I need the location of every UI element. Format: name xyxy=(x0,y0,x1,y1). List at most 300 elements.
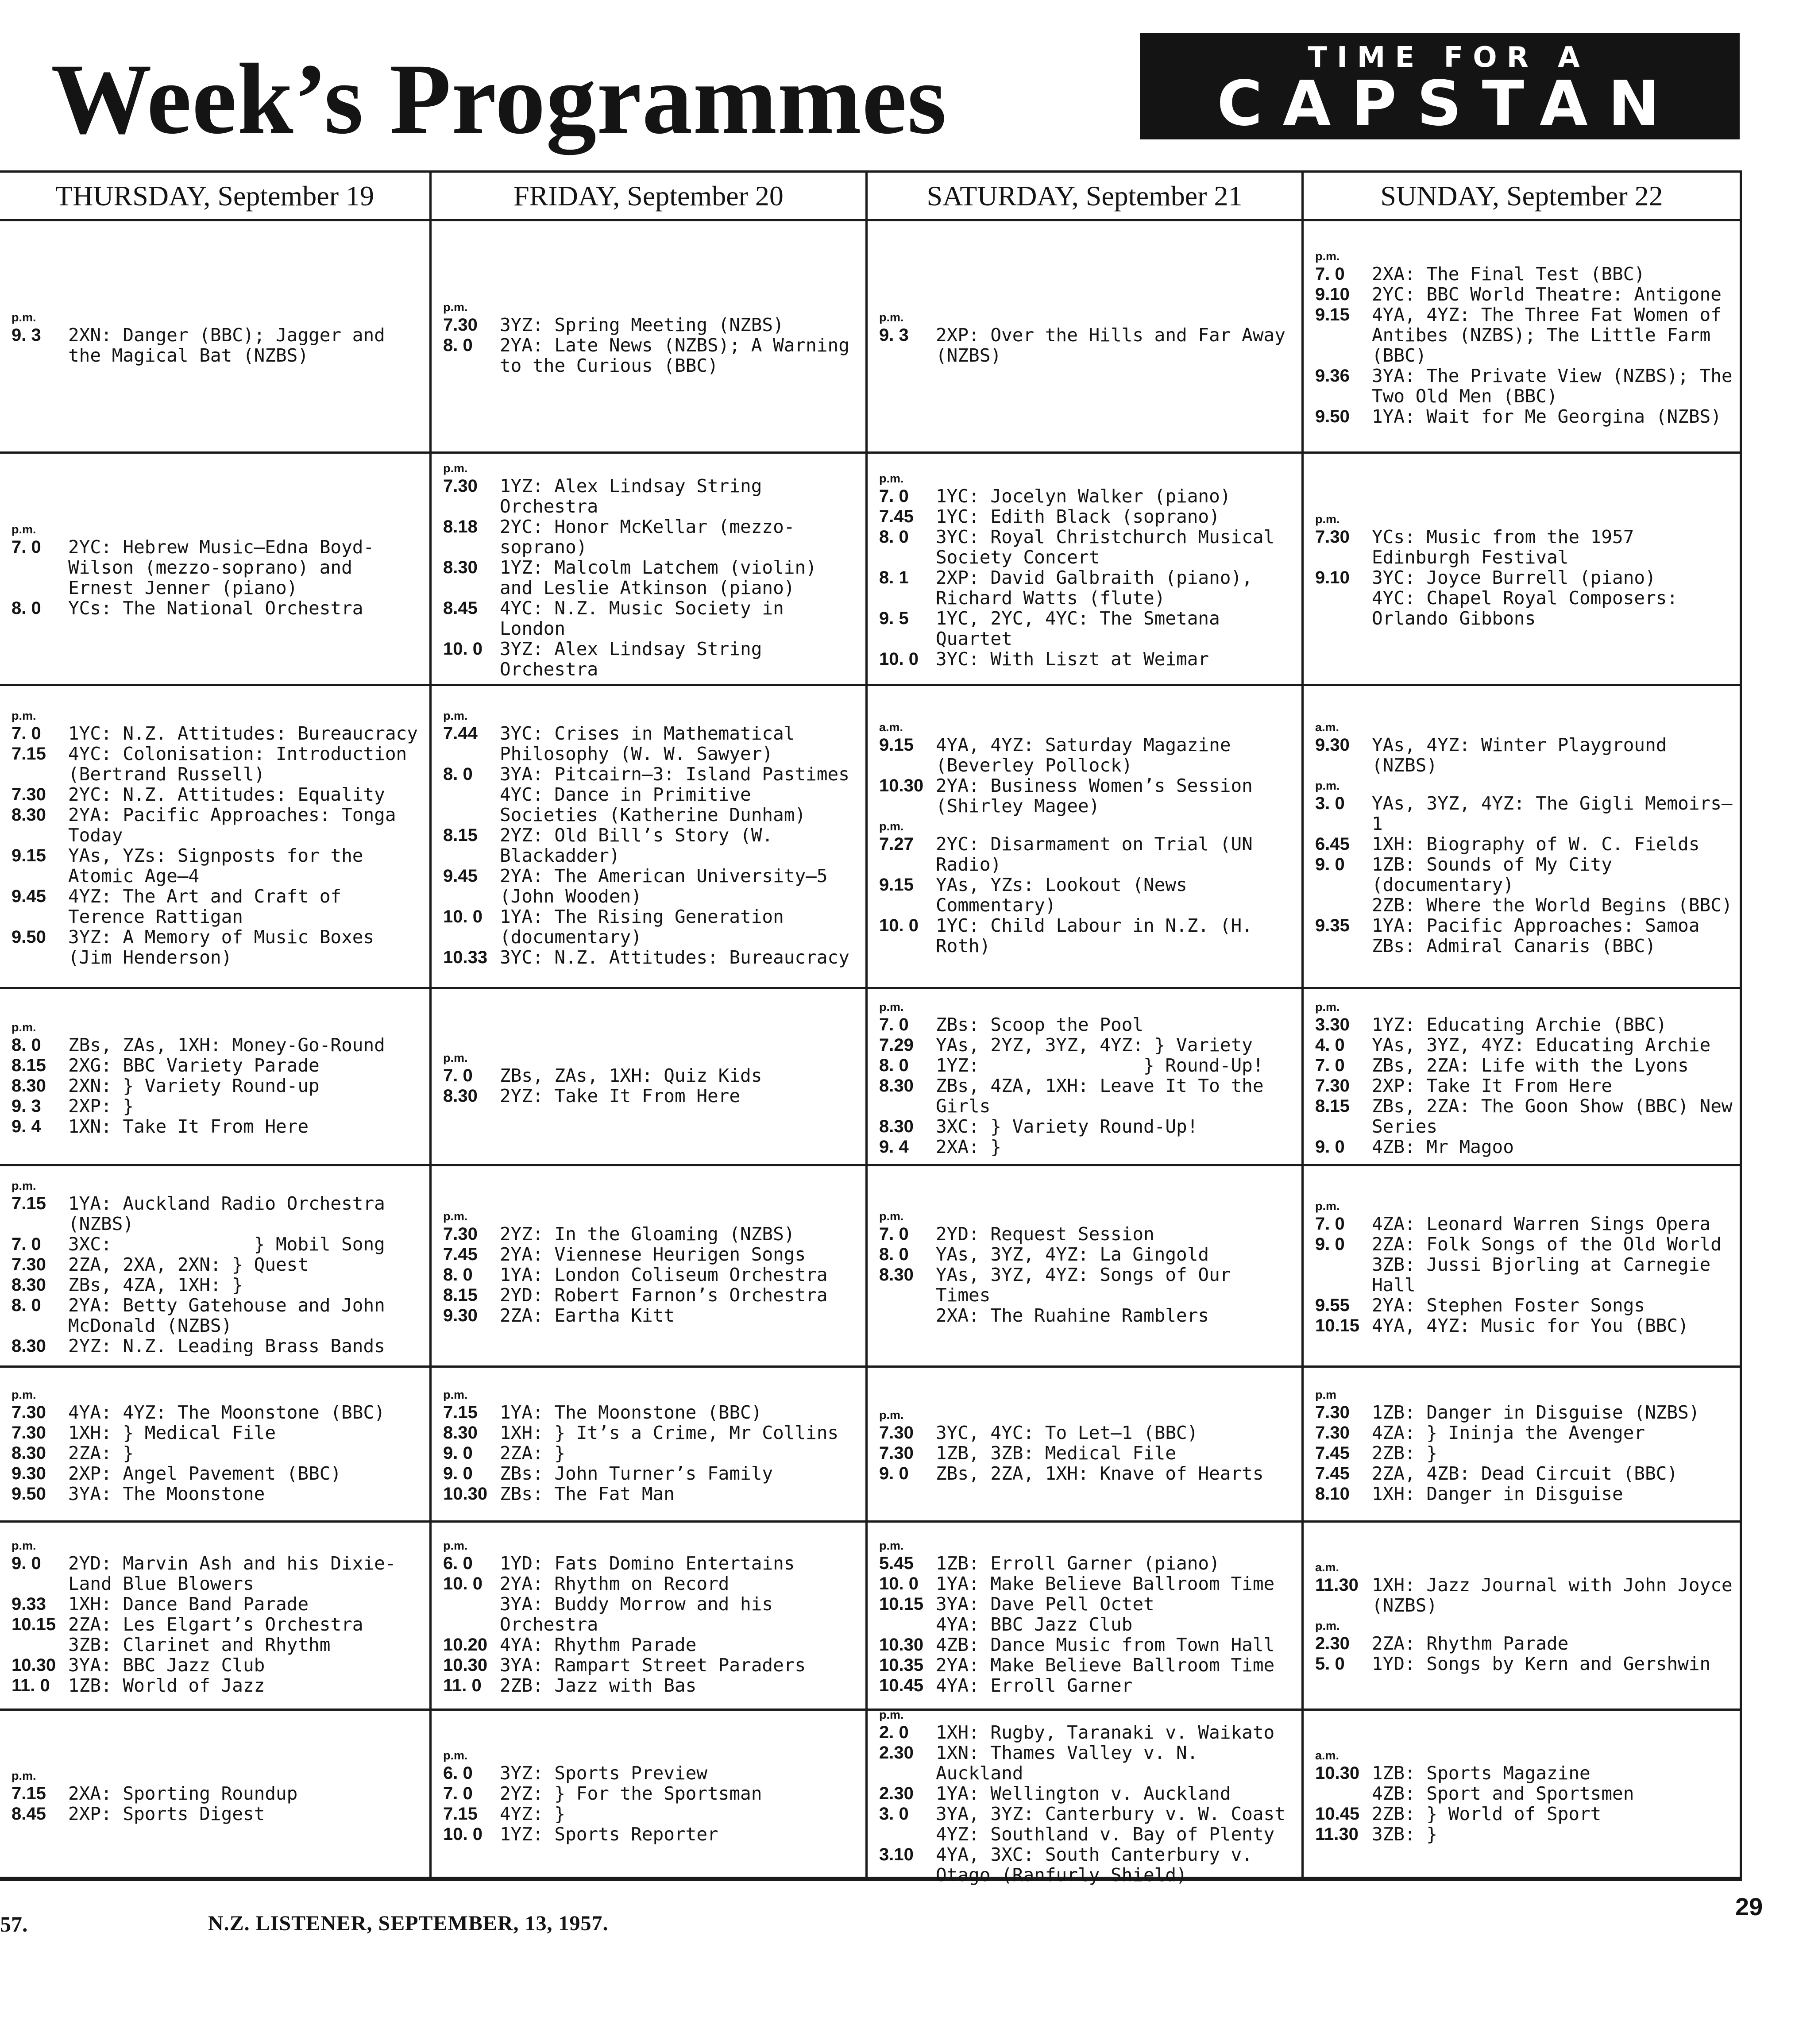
period-label: a.m. xyxy=(1315,1561,1339,1574)
programme-entry xyxy=(879,1783,1295,1804)
programme-time: 5.45 xyxy=(879,1554,914,1573)
programme-entry xyxy=(879,608,1295,649)
period-label: p.m. xyxy=(879,1408,904,1422)
programme-title: 4YA, 4YZ: Music for You (BBC) xyxy=(1372,1315,1689,1336)
programme-title: YAs, YZs: Signposts for the Atomic Age—4 xyxy=(68,845,374,887)
programme-time: 10. 0 xyxy=(443,1574,483,1593)
programme-title: 2ZB: Jazz with Bas xyxy=(500,1675,697,1696)
programme-time: 4. 0 xyxy=(1315,1035,1345,1055)
programme-title: 1XH: Danger in Disguise xyxy=(1372,1483,1623,1504)
programme-title: 2ZA: } xyxy=(500,1442,566,1464)
programme-entry xyxy=(879,649,1295,669)
programme-entry xyxy=(1315,1214,1733,1234)
programme-time: 7.30 xyxy=(1315,1423,1350,1442)
programme-entry xyxy=(879,506,1295,527)
period-label: p.m. xyxy=(879,311,904,324)
programme-entry xyxy=(879,1743,1295,1783)
programme-title: 4YC: N.Z. Music Society in London xyxy=(500,598,795,639)
programme-title: 2YD: Robert Farnon’s Orchestra xyxy=(500,1284,828,1306)
programme-title: 1XH: Biography of W. C. Fields xyxy=(1372,833,1700,855)
programme-title: 2ZA: Folk Songs of the Old World xyxy=(1372,1234,1722,1255)
programme-time: 7.15 xyxy=(12,1194,46,1213)
programme-title: 2YA: Betty Gatehouse and John McDonald (NZBS) xyxy=(68,1295,396,1336)
period-label: p.m. xyxy=(12,1388,36,1401)
programme-title: 3YC: Crises in Mathematical Philosophy (W. W. Sawyer) xyxy=(500,723,806,764)
programme-entry xyxy=(879,1553,1295,1573)
schedule-cell-saturday xyxy=(868,454,1304,686)
programme-entry xyxy=(12,1804,423,1824)
period-label: p.m. xyxy=(12,1020,36,1034)
programme-time: 7. 0 xyxy=(12,724,41,743)
programme-title: ZBs, 2ZA: Life with the Lyons xyxy=(1372,1054,1689,1076)
schedule-cell-saturday xyxy=(868,221,1304,454)
programme-entry xyxy=(879,1224,1295,1244)
programme-title: ZBs, ZAs, 1XH: Quiz Kids xyxy=(500,1064,762,1086)
programme-entry xyxy=(443,1484,859,1504)
period-label: p.m. xyxy=(443,462,468,475)
programme-entry xyxy=(879,1423,1295,1443)
programme-entry xyxy=(879,1573,1295,1594)
programme-entry xyxy=(879,527,1295,567)
programme-time: 8. 0 xyxy=(879,1055,909,1075)
programme-time: 10. 0 xyxy=(879,649,919,669)
programme-time: 9. 3 xyxy=(879,325,909,345)
programme-entry xyxy=(12,1193,423,1234)
programme-title: 3YA: Rampart Street Paraders xyxy=(500,1654,806,1676)
schedule-cell-thursday xyxy=(0,1166,432,1368)
programme-title: 2ZB: } World of Sport xyxy=(1372,1803,1602,1824)
programme-title: 2ZA: Les Elgart’s Orchestra xyxy=(68,1614,363,1635)
period-label: p.m. xyxy=(443,301,468,314)
programme-entry xyxy=(1315,264,1733,284)
programme-entry xyxy=(1315,1095,1744,1137)
programme-time: 9. 3 xyxy=(12,1096,41,1116)
programme-entry xyxy=(443,639,859,679)
programme-time: 9. 0 xyxy=(443,1443,473,1463)
programme-time: 8.30 xyxy=(12,1336,46,1356)
programme-title: 3XC: } Variety Round-Up! xyxy=(936,1115,1198,1137)
period-label: p.m. xyxy=(1315,1199,1340,1213)
programme-time: 7.30 xyxy=(443,1224,478,1244)
schedule-cell-saturday xyxy=(868,1523,1304,1711)
programme-time xyxy=(879,1614,936,1635)
programme-time: 6.45 xyxy=(1315,834,1350,854)
programme-entry xyxy=(879,915,1295,956)
schedule-cell-thursday xyxy=(0,989,432,1166)
programme-entry xyxy=(879,875,1295,915)
programme-title: 1YZ: Alex Lindsay String Orchestra xyxy=(500,475,773,517)
programme-time: 8. 0 xyxy=(443,1265,473,1284)
schedule-cell-friday xyxy=(432,1166,868,1368)
programme-title: 2YA: Make Believe Ballroom Time xyxy=(936,1654,1275,1676)
programme-entry xyxy=(12,325,423,366)
programme-title: 2XA: The Ruahine Ramblers xyxy=(936,1305,1209,1326)
programme-entry xyxy=(443,1804,859,1824)
programme-entry xyxy=(12,1655,423,1675)
programme-time: 7.27 xyxy=(879,834,914,854)
programme-time: 9.15 xyxy=(879,735,914,755)
programme-entry xyxy=(879,1655,1295,1675)
programme-time: 9.55 xyxy=(1315,1296,1350,1315)
programme-entry xyxy=(1315,1804,1733,1824)
programme-title: ZBs: The Fat Man xyxy=(500,1483,675,1504)
programme-time: 3.30 xyxy=(1315,1014,1350,1034)
programme-entry xyxy=(12,1402,423,1423)
programme-entry xyxy=(12,1463,423,1484)
programme-entry xyxy=(443,335,859,376)
programme-title: 1YZ: Educating Archie (BBC) xyxy=(1372,1014,1667,1035)
programme-entry xyxy=(1315,1763,1733,1783)
programme-entry xyxy=(1315,1824,1733,1844)
programme-title: 1YC: Edith Black (soprano) xyxy=(936,506,1220,527)
programme-entry xyxy=(12,1675,423,1696)
programme-time: 8.45 xyxy=(443,598,478,618)
programme-title: 2XN: } Variety Round-up xyxy=(68,1075,320,1096)
period-label: a.m. xyxy=(1315,721,1339,734)
programme-entry xyxy=(443,557,859,598)
programme-title: 3YZ: Alex Lindsay String Orchestra xyxy=(500,638,773,680)
programme-time: 8.30 xyxy=(443,1423,478,1442)
programme-title: 4ZA: Leonard Warren Sings Opera xyxy=(1372,1213,1711,1234)
period-label: p.m. xyxy=(12,311,36,324)
programme-time: 7.15 xyxy=(12,1784,46,1803)
programme-title: YCs: Music from the 1957 Edinburgh Festival xyxy=(1372,526,1645,568)
programme-time: 9. 0 xyxy=(1315,855,1345,874)
programme-entry xyxy=(443,866,859,906)
programme-time: 8. 0 xyxy=(879,1245,909,1264)
programme-time: 7.30 xyxy=(12,1255,46,1274)
programme-title: 2ZB: } xyxy=(1372,1442,1438,1464)
period-label: p.m. xyxy=(1315,1619,1340,1632)
programme-entry xyxy=(1315,895,1733,915)
programme-entry xyxy=(879,486,1295,506)
programme-time: 7.30 xyxy=(879,1423,914,1442)
programme-entry xyxy=(12,845,423,886)
programme-time: 10.35 xyxy=(879,1655,924,1675)
programme-entry xyxy=(879,1076,1295,1116)
programme-time: 8.30 xyxy=(879,1265,914,1284)
programme-time: 7.30 xyxy=(1315,1076,1350,1095)
programme-time: 10.15 xyxy=(879,1594,924,1614)
programme-time: 10.15 xyxy=(12,1615,56,1634)
programme-entry xyxy=(12,1096,423,1116)
programme-title: 1ZB: Sounds of My City (documentary) xyxy=(1372,854,1623,895)
period-label: p.m. xyxy=(12,523,36,536)
programme-entry xyxy=(443,947,859,968)
programme-entry xyxy=(1315,1137,1733,1157)
programme-entry xyxy=(1315,1463,1733,1484)
programme-entry xyxy=(12,1594,423,1614)
schedule-cell-thursday xyxy=(0,1368,432,1523)
programme-title: 2XP: Over the Hills and Far Away (NZBS) xyxy=(936,324,1297,366)
programme-title: ZBs, ZAs, 1XH: Money-Go-Round xyxy=(68,1034,385,1056)
programme-time: 7. 0 xyxy=(879,486,909,506)
capstan-advert xyxy=(1140,33,1740,139)
programme-entry xyxy=(443,1423,859,1443)
programme-time: 7.30 xyxy=(443,476,478,496)
programme-title: 2YA: The American University—5 (John Wooden) xyxy=(500,865,839,907)
period-label: p.m. xyxy=(1315,513,1340,526)
day-header-saturday: SATURDAY, September 21 xyxy=(868,173,1304,221)
period-label: p.m. xyxy=(1315,779,1340,792)
programme-title: ZBs, 2ZA, 1XH: Knave of Hearts xyxy=(936,1462,1264,1484)
programme-entry xyxy=(12,1336,423,1356)
programme-time: 9.35 xyxy=(1315,916,1350,935)
programme-title: 1ZB: Danger in Disguise (NZBS) xyxy=(1372,1401,1700,1423)
programme-title: ZBs, 4ZA, 1XH: Leave It To the Girls xyxy=(936,1075,1275,1117)
programme-entry xyxy=(1315,1035,1733,1055)
programme-entry xyxy=(1315,527,1733,567)
programme-time: 8. 0 xyxy=(443,764,473,784)
programme-time: 9.30 xyxy=(12,1463,46,1483)
programme-time: 9. 0 xyxy=(879,1463,909,1483)
programme-time xyxy=(879,1305,936,1326)
schedule-cell-saturday xyxy=(868,1708,1304,1886)
period-label: a.m. xyxy=(879,721,903,734)
programme-time xyxy=(1315,1783,1372,1804)
programme-entry xyxy=(12,1484,423,1504)
programme-title: 1YA: Wait for Me Georgina (NZBS) xyxy=(1372,406,1722,427)
programme-time xyxy=(12,1635,68,1655)
programme-entry xyxy=(1315,1234,1733,1254)
period-label: p.m. xyxy=(1315,250,1340,263)
programme-title: 2YD: Marvin Ash and his Dixie-Land Blue Blowers xyxy=(68,1553,396,1594)
programme-time: 10. 0 xyxy=(443,1824,483,1844)
programme-title: 1ZB: World of Jazz xyxy=(68,1675,265,1696)
schedule-cell-saturday xyxy=(868,1368,1304,1523)
programme-entry xyxy=(443,598,859,639)
programme-title: 2YC: BBC World Theatre: Antigone xyxy=(1372,284,1722,305)
programme-time: 11.30 xyxy=(1315,1824,1359,1844)
schedule-cell-thursday xyxy=(0,1523,432,1711)
programme-time: 8.30 xyxy=(12,1443,46,1463)
programme-title: 3YZ: A Memory of Music Boxes (Jim Henderson) xyxy=(68,926,385,968)
programme-time: 7.30 xyxy=(1315,527,1350,547)
period-label: p.m. xyxy=(12,1539,36,1552)
programme-title: 2YA: Stephen Foster Songs xyxy=(1372,1295,1645,1316)
schedule-cell-friday xyxy=(432,221,868,454)
period-label: p.m. xyxy=(879,1708,904,1721)
programme-title: 2XA: The Final Test (BBC) xyxy=(1372,263,1645,285)
footer-page-fragment: 57. xyxy=(0,1912,28,1936)
programme-time: 8.30 xyxy=(879,1076,914,1095)
programme-time: 9.10 xyxy=(1315,285,1350,304)
programme-title: 1YD: Fats Domino Entertains xyxy=(500,1553,795,1574)
programme-title: 1XH: } It’s a Crime, Mr Collins xyxy=(500,1422,839,1443)
programme-time xyxy=(1315,895,1372,915)
programme-time: 10.30 xyxy=(443,1655,488,1675)
programme-title: 4YA, 3XC: South Canterbury v. Otago (Ranfurly Shield) xyxy=(936,1844,1264,1886)
programme-title: 2YA: Pacific Approaches: Tonga Today xyxy=(68,804,407,846)
programme-entry xyxy=(443,1224,859,1244)
programme-title: 1YZ: } Round-Up! xyxy=(936,1054,1264,1076)
programme-time: 9.15 xyxy=(1315,305,1350,324)
programme-time: 9.30 xyxy=(443,1306,478,1325)
schedule-cell-sunday xyxy=(1304,989,1742,1166)
programme-time: 10.30 xyxy=(879,1635,924,1654)
programme-entry xyxy=(12,1635,423,1655)
programme-time: 9.15 xyxy=(12,846,46,865)
programme-time: 8. 1 xyxy=(879,568,909,587)
schedule-cell-saturday xyxy=(868,989,1304,1166)
programme-time: 9. 5 xyxy=(879,609,909,628)
programme-time: 8.30 xyxy=(443,1086,478,1106)
programme-time: 2.30 xyxy=(879,1784,914,1803)
programme-title: 4ZB: Sport and Sportsmen xyxy=(1372,1783,1634,1804)
programme-title: 3ZB: Jussi Bjorling at Carnegie Hall xyxy=(1372,1254,1722,1296)
programme-time: 7.15 xyxy=(12,744,46,764)
programme-title: 2YA: Business Women’s Session (Shirley Magee) xyxy=(936,775,1264,817)
programme-entry xyxy=(1315,1402,1733,1423)
programme-title: 2ZA: Rhythm Parade xyxy=(1372,1633,1569,1654)
programme-time: 6. 0 xyxy=(443,1554,473,1573)
period-label: p.m. xyxy=(879,472,904,485)
day-header-friday: FRIDAY, September 20 xyxy=(432,173,868,221)
period-label: a.m. xyxy=(1315,1749,1339,1762)
programme-title: 3XC: } Mobil Song xyxy=(68,1234,385,1255)
programme-entry xyxy=(879,567,1295,608)
programme-title: 1YC: Jocelyn Walker (piano) xyxy=(936,486,1231,507)
programme-title: 3YA: Buddy Morrow and his Orchestra xyxy=(500,1593,784,1635)
programme-title: 3YA: Pitcairn—3: Island Pastimes xyxy=(500,764,849,785)
programme-title: 4YA: Erroll Garner xyxy=(936,1675,1133,1696)
programme-title: 2ZA: Eartha Kitt xyxy=(500,1305,675,1326)
programme-time: 8.30 xyxy=(879,1116,914,1136)
programme-time: 10.45 xyxy=(879,1676,924,1695)
programme-time: 10.33 xyxy=(443,948,488,967)
programme-entry xyxy=(879,735,1295,775)
programme-title: 3YC, 4YC: To Let—1 (BBC) xyxy=(936,1422,1198,1443)
programme-time: 8. 0 xyxy=(879,527,909,547)
programme-title: YAs, 3YZ, 4YZ: Songs of Our Times xyxy=(936,1264,1242,1306)
page-title: Week’s Programmes xyxy=(51,43,947,155)
programme-time: 7. 0 xyxy=(12,1234,41,1254)
programme-time: 9.50 xyxy=(1315,407,1350,426)
programme-title: 4YZ: The Art and Craft of Terence Rattigan xyxy=(68,886,352,927)
programme-title: ZBs: John Turner’s Family xyxy=(500,1462,773,1484)
programme-entry xyxy=(12,1116,423,1137)
programme-entry xyxy=(1315,305,1733,366)
schedule-cell-saturday xyxy=(868,1166,1304,1368)
programme-title: 2YZ: } For the Sportsman xyxy=(500,1783,762,1804)
programme-time: 7.45 xyxy=(879,507,914,526)
programme-title: 3ZB: } xyxy=(1372,1824,1438,1845)
programme-entry xyxy=(443,1594,859,1635)
page-number: 29 xyxy=(1735,1893,1763,1921)
programme-time: 9.10 xyxy=(1315,568,1350,587)
programme-entry xyxy=(443,315,859,335)
period-label: p.m. xyxy=(879,1210,904,1223)
programme-title: 2YC: Disarmament on Trial (UN Radio) xyxy=(936,833,1264,875)
programme-title: 2ZA, 2XA, 2XN: } Quest xyxy=(68,1254,309,1275)
programme-entry xyxy=(443,825,859,866)
programme-title: 4YA: 4YZ: The Moonstone (BBC) xyxy=(68,1401,385,1423)
programme-time: 7. 0 xyxy=(1315,1214,1345,1234)
programme-time: 8.45 xyxy=(12,1804,46,1824)
programme-entry xyxy=(879,1804,1295,1824)
programme-title: 2YC: N.Z. Attitudes: Equality xyxy=(68,784,385,805)
programme-time: 9.50 xyxy=(12,927,46,947)
schedule-cell-sunday xyxy=(1304,1368,1742,1523)
programme-time: 7. 0 xyxy=(12,537,41,557)
programme-title: 3YA: The Private View (NZBS); The Two Old Men (BBC) xyxy=(1372,365,1744,407)
programme-entry xyxy=(1315,365,1744,407)
programme-entry xyxy=(12,1423,423,1443)
programme-entry xyxy=(879,1443,1295,1463)
programme-entry xyxy=(443,1783,859,1804)
programme-time: 3. 0 xyxy=(879,1804,909,1824)
programme-title: 1YD: Songs by Kern and Gershwin xyxy=(1372,1653,1711,1674)
programme-entry xyxy=(879,1614,1295,1635)
programme-entry xyxy=(443,1285,859,1305)
programme-time: 9.33 xyxy=(12,1594,46,1614)
programme-entry xyxy=(443,1265,859,1285)
programme-title: 1YC: N.Z. Attitudes: Bureaucracy xyxy=(68,723,418,744)
programme-title: 3YC: Joyce Burrell (piano) xyxy=(1372,567,1656,588)
programme-time: 11.30 xyxy=(1315,1575,1359,1595)
programme-title: 2YZ: N.Z. Leading Brass Bands xyxy=(68,1335,385,1357)
programme-entry xyxy=(443,906,859,947)
programme-entry xyxy=(879,775,1295,816)
programme-entry xyxy=(1315,1055,1733,1076)
programme-entry xyxy=(12,1614,423,1635)
programme-title: 4YZ: Southland v. Bay of Plenty xyxy=(936,1824,1275,1845)
programme-time: 9. 4 xyxy=(12,1116,41,1136)
programme-title: YCs: The National Orchestra xyxy=(68,598,363,619)
programme-time: 9.30 xyxy=(1315,735,1350,755)
programme-time: 7.30 xyxy=(12,785,46,804)
advert-brand: CAPSTAN xyxy=(1217,68,1680,140)
programme-title: 4YC: Dance in Primitive Societies (Katherine Dunham) xyxy=(500,784,806,825)
programme-time: 10.30 xyxy=(1315,1763,1360,1783)
period-label: p.m xyxy=(1315,1388,1337,1401)
programme-entry xyxy=(443,517,859,557)
programme-time: 9.36 xyxy=(1315,366,1350,386)
programme-time: 8. 0 xyxy=(12,598,41,618)
programme-entry xyxy=(443,1463,859,1484)
programme-entry xyxy=(879,1116,1295,1137)
programme-title: 2YZ: Old Bill’s Story (W. Blackadder) xyxy=(500,825,784,866)
programme-title: 1YA: London Coliseum Orchestra xyxy=(500,1264,828,1285)
programme-title: 2XP: David Galbraith (piano), Richard Watts (flute) xyxy=(936,567,1264,609)
programme-entry xyxy=(879,1305,1295,1326)
programme-time: 10.45 xyxy=(1315,1804,1360,1824)
programme-time: 8.30 xyxy=(443,558,478,577)
programme-entry xyxy=(1315,1484,1733,1504)
programme-time: 7.45 xyxy=(1315,1463,1350,1483)
programme-grid xyxy=(0,170,1744,1886)
programme-time: 10.30 xyxy=(443,1484,488,1504)
programme-entry xyxy=(12,805,423,845)
programme-time: 10. 0 xyxy=(443,639,483,659)
programme-title: 3YZ: Spring Meeting (NZBS) xyxy=(500,314,784,336)
programme-entry xyxy=(1315,1315,1733,1336)
schedule-cell-sunday xyxy=(1304,221,1742,454)
programme-entry xyxy=(1315,1014,1733,1035)
programme-title: 3YC: Royal Christchurch Musical Society Concert xyxy=(936,526,1285,568)
programme-title: 1YA: Auckland Radio Orchestra (NZBS) xyxy=(68,1193,396,1234)
programme-time: 7.30 xyxy=(1315,1402,1350,1422)
period-label: p.m. xyxy=(443,1388,468,1401)
programme-title: 2XA: Sporting Roundup xyxy=(68,1783,298,1804)
schedule-cell-sunday xyxy=(1304,686,1742,989)
programme-time: 9.15 xyxy=(879,875,914,895)
programme-entry xyxy=(443,723,859,764)
programme-time: 9. 0 xyxy=(12,1554,41,1573)
programme-time: 9. 0 xyxy=(1315,1234,1345,1254)
programme-title: YAs, 3YZ, 4YZ: Educating Archie xyxy=(1372,1034,1711,1056)
period-label: p.m. xyxy=(12,1179,36,1192)
